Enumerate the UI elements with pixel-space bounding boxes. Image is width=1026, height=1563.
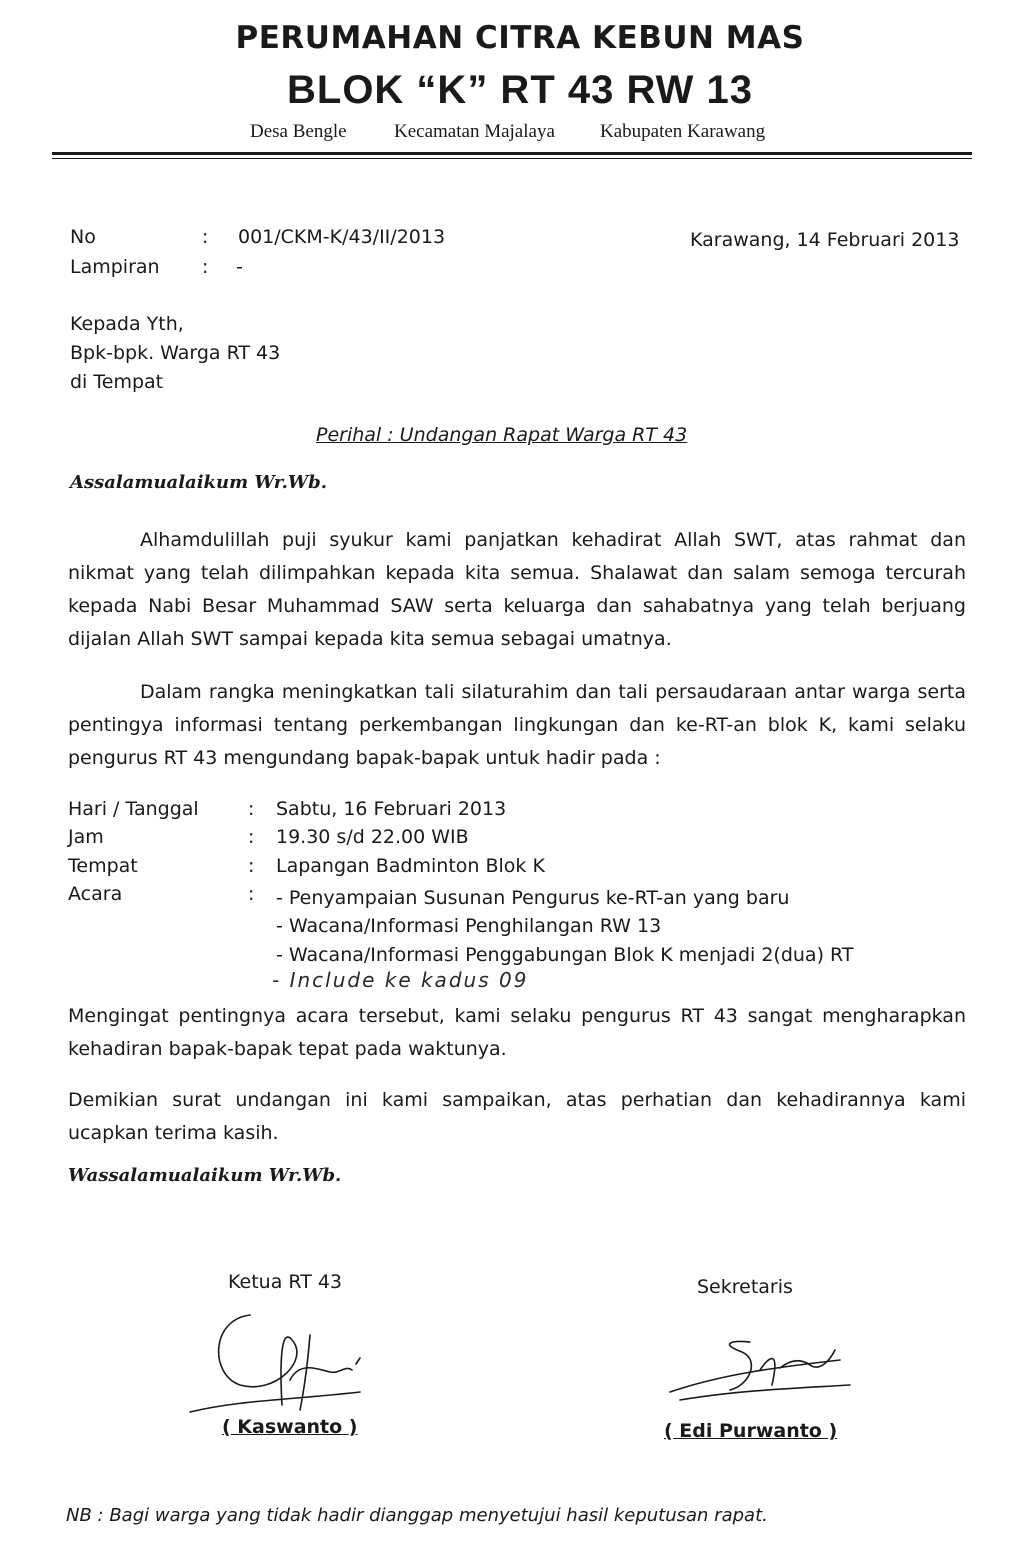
signature-left-name: ( Kaswanto ) xyxy=(222,1416,358,1438)
paragraph-line: kepada Nabi Besar Muhammad SAW serta keluarga dan sahabatnya yang telah berjuang xyxy=(68,595,966,617)
signature-left-title: Ketua RT 43 xyxy=(228,1271,343,1293)
paragraph-line: Demikian surat undangan ini kami sampaikan, atas perhatian dan kehadirannya kami xyxy=(68,1089,966,1111)
acara-item: - Penyampaian Susunan Pengurus ke-RT-an yang baru xyxy=(276,887,790,909)
jam-label: Jam xyxy=(68,826,104,848)
footnote: NB : Bagi warga yang tidak hadir dianggap menyetujui hasil keputusan rapat. xyxy=(66,1505,768,1526)
letterhead-desa: Desa Bengle xyxy=(250,121,347,142)
letterhead-blok: BLOK “K” RT 43 RW 13 xyxy=(287,68,753,112)
signature-right-title: Sekretaris xyxy=(697,1276,793,1298)
paragraph-2 xyxy=(68,676,966,775)
lampiran-value: - xyxy=(236,256,243,278)
paragraph-line: dijalan Allah SWT sampai kepada kita semua sebagai umatnya. xyxy=(68,628,672,650)
no-colon: : xyxy=(202,226,209,248)
acara-item: - Wacana/Informasi Penghilangan RW 13 xyxy=(276,915,662,937)
paragraph-line: Dalam rangka meningkatkan tali silaturahim dan tali persaudaraan antar warga serta xyxy=(140,681,966,703)
letterhead-kabupaten: Kabupaten Karawang xyxy=(600,121,766,142)
letterhead-rule-thick xyxy=(52,152,972,155)
tempat-colon: : xyxy=(248,855,255,877)
handwritten-note: - Include ke kadus 09 xyxy=(272,968,529,992)
paragraph-line: nikmat yang telah dilimpahkan kepada kita semua. Shalawat dan salam semoga tercurah xyxy=(68,562,966,584)
paragraph-line: pentingya informasi tentang perkembangan lingkungan dan ke-RT-an blok K, kami selaku xyxy=(68,714,966,736)
hari-colon: : xyxy=(248,798,255,820)
paragraph-line: Alhamdulillah puji syukur kami panjatkan kehadirat Allah SWT, atas rahmat dan xyxy=(140,529,966,551)
letter-date: Karawang, 14 Februari 2013 xyxy=(690,229,960,251)
subject: Perihal : Undangan Rapat Warga RT 43 xyxy=(316,424,688,446)
signature-right-name: ( Edi Purwanto ) xyxy=(664,1420,838,1442)
hari-label: Hari / Tanggal xyxy=(68,798,199,820)
paragraph-line: pengurus RT 43 mengundang bapak-bapak untuk hadir pada : xyxy=(68,747,661,769)
hari-value: Sabtu, 16 Februari 2013 xyxy=(276,798,507,820)
paragraph-line: ucapkan terima kasih. xyxy=(68,1122,279,1144)
jam-value: 19.30 s/d 22.00 WIB xyxy=(276,826,469,848)
acara-item: - Wacana/Informasi Penggabungan Blok K menjadi 2(dua) RT xyxy=(276,944,854,966)
paragraph-3 xyxy=(68,1000,966,1066)
recipient-line3: di Tempat xyxy=(70,371,164,393)
lampiran-colon: : xyxy=(202,256,209,278)
letterhead-org: PERUMAHAN CITRA KEBUN MAS xyxy=(235,20,805,56)
letterhead-rule-thin xyxy=(52,158,972,159)
paragraph-line: Mengingat pentingnya acara tersebut, kami selaku pengurus RT 43 sangat mengharapkan xyxy=(68,1005,966,1027)
recipient-line2: Bpk-bpk. Warga RT 43 xyxy=(70,342,281,364)
letterhead-kecamatan: Kecamatan Majalaya xyxy=(394,121,555,142)
no-value: 001/CKM-K/43/II/2013 xyxy=(238,226,446,248)
recipient-line1: Kepada Yth, xyxy=(70,313,184,335)
closing: Wassalamualaikum Wr.Wb. xyxy=(68,1165,342,1186)
tempat-label: Tempat xyxy=(68,855,138,877)
no-label: No xyxy=(70,226,96,248)
jam-colon: : xyxy=(248,826,255,848)
tempat-value: Lapangan Badminton Blok K xyxy=(276,855,545,877)
signature-left-drawing xyxy=(180,1300,380,1420)
lampiran-label: Lampiran xyxy=(70,256,160,278)
signature-right-drawing xyxy=(660,1330,860,1410)
greeting: Assalamualaikum Wr.Wb. xyxy=(70,472,327,493)
paragraph-4 xyxy=(68,1084,966,1150)
paragraph-1 xyxy=(68,524,966,656)
acara-label: Acara xyxy=(68,883,123,905)
acara-colon: : xyxy=(248,883,255,905)
paragraph-line: kehadiran bapak-bapak tepat pada waktunya. xyxy=(68,1038,507,1060)
